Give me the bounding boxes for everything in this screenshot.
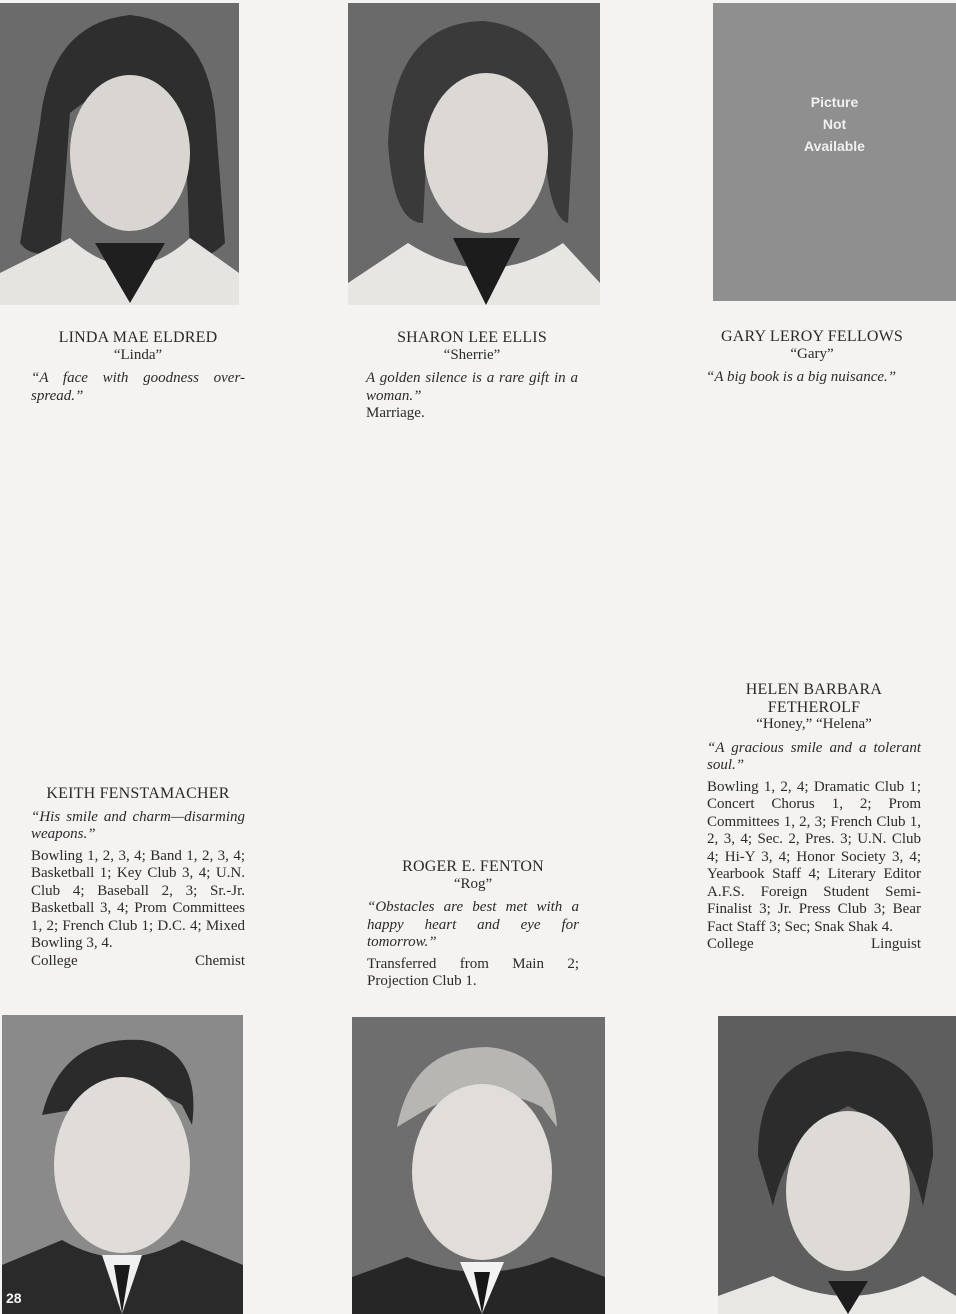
future-plan: College: [31, 952, 78, 969]
student-entry-keith-fenstamacher: [31, 785, 245, 970]
student-name: HELEN BARBARA FETHEROLF: [745, 681, 883, 716]
student-activities: Bowling 1, 2, 3, 4; Band 1, 2, 3, 4; Basketball 1; Key Club 3, 4; U.N. Club 4; Baseball 2, 3; Sr.-Jr. Basketball 3, 4; Prom Committees 1, 2; French Club 1; D.C. 4; Mixed Bowling 3, 4.: [31, 847, 245, 951]
student-entry-gary-fellows: [706, 328, 918, 391]
student-nickname: “Gary”: [790, 345, 834, 362]
future-career: Chemist: [194, 952, 245, 969]
placeholder-line-1: Picture: [810, 94, 859, 110]
student-quote: A golden silence is a rare gift in a woman.”: [366, 370, 578, 404]
student-quote: “A face with goodness over-spread.”: [31, 370, 245, 404]
future-career: Linguist: [870, 936, 921, 952]
student-nickname: “Rog”: [453, 875, 493, 892]
student-activities: Transferred from Main 2; Projection Club 1.: [367, 955, 579, 989]
student-quote: “A big book is a big nuisance.”: [706, 369, 897, 385]
student-quote: “A gracious smile and a tolerant soul.”: [707, 739, 921, 773]
student-nickname: “Sherrie”: [443, 346, 501, 363]
student-future: [707, 936, 921, 954]
student-name: ROGER E. FENTON: [402, 858, 544, 875]
portrait-keith-fenstamacher: [2, 1015, 243, 1314]
placeholder-line-2: Not: [822, 116, 847, 132]
portrait-sharon-ellis: [348, 3, 600, 305]
placeholder-line-3: Available: [804, 138, 865, 154]
page-number: 28: [6, 1290, 22, 1306]
portrait-image: [718, 1016, 956, 1314]
portrait-image: [2, 1015, 243, 1314]
student-quote: “His smile and charm—disarming weapons.”: [31, 808, 245, 842]
student-nickname: “Honey,” “Helena”: [756, 716, 872, 732]
student-entry-sharon-ellis: [366, 329, 578, 423]
student-entry-linda-eldred: [31, 329, 245, 409]
student-activities: Bowling 1, 2, 4; Dramatic Club 1; Concert Chorus 1, 2; Prom Committees 1, 2, 3; French Club 1, 2, 3, 4; Sec. 2, Pres. 3; U.N. Club 4; Hi-Y 3, 4; Honor Society 3, 4; Yearbook Staff 4; Literary Editor A.F.S. Foreign Student Semi-Finalist 3; Jr. Press Club 3; Bear Fact Staff 3; Sec; Snak Shak 4.: [707, 778, 921, 935]
student-name: KEITH FENSTAMACHER: [46, 785, 230, 802]
future-plan: College: [707, 936, 754, 952]
portrait-linda-eldred: [0, 3, 239, 305]
portrait-helen-fetherolf: [718, 1016, 956, 1314]
picture-not-available-placeholder: [713, 3, 956, 301]
student-quote: “Obstacles are best met with a happy heart and eye for tomorrow.”: [367, 899, 579, 950]
student-nickname: “Linda”: [113, 346, 163, 363]
student-name: SHARON LEE ELLIS: [397, 329, 547, 346]
student-activities: Marriage.: [366, 405, 425, 421]
portrait-image: [0, 3, 239, 305]
student-entry-helen-fetherolf: [707, 681, 921, 954]
student-name: GARY LEROY FELLOWS: [721, 328, 903, 345]
student-future: [31, 953, 245, 971]
portrait-image: [348, 3, 600, 305]
student-entry-roger-fenton: [367, 858, 579, 991]
portrait-roger-fenton: [352, 1017, 605, 1314]
portrait-image: [352, 1017, 605, 1314]
student-name: LINDA MAE ELDRED: [58, 329, 218, 346]
